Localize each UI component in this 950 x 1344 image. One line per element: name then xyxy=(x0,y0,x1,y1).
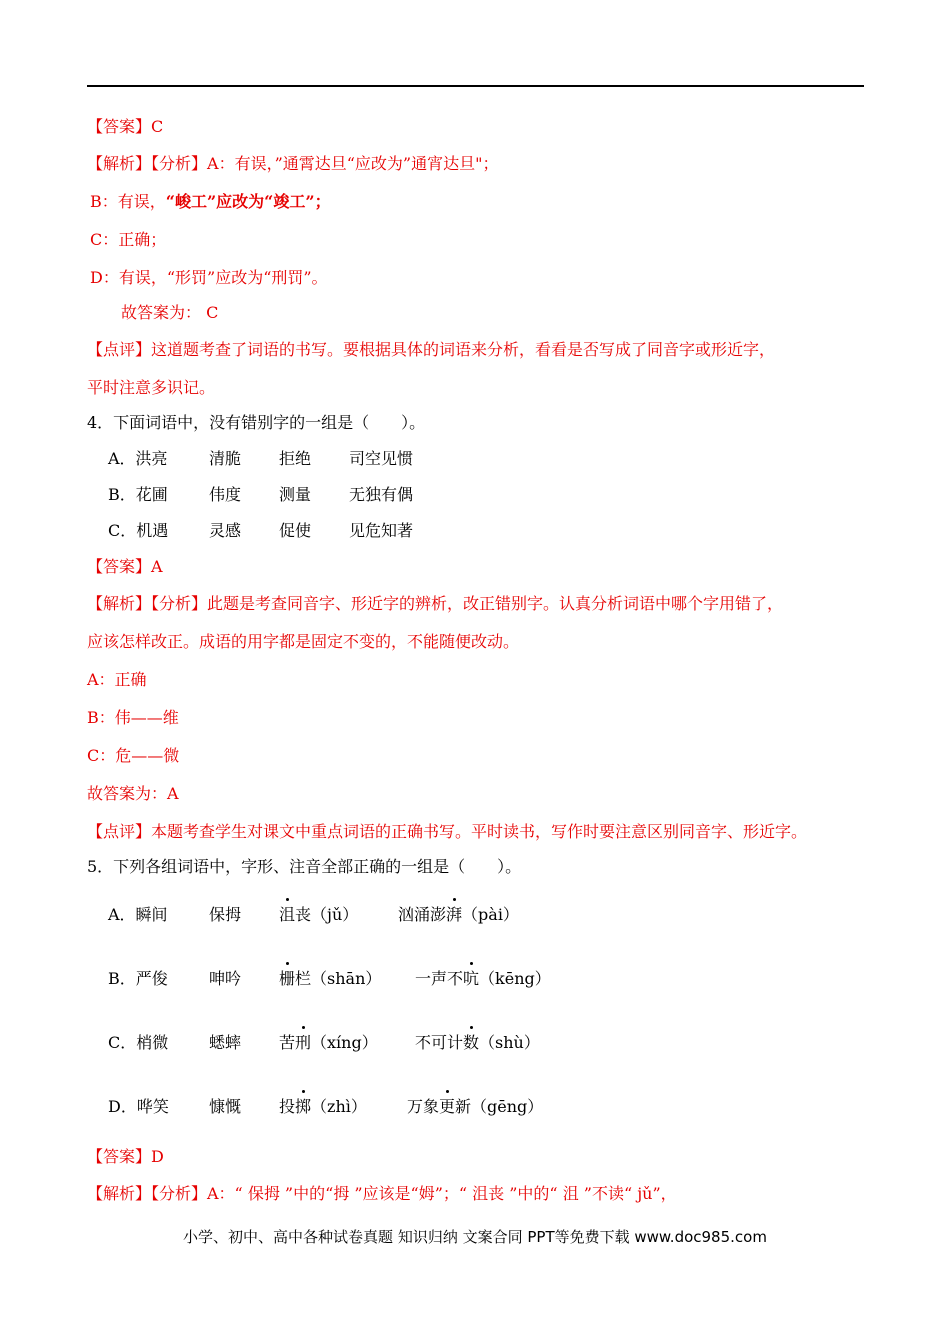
q4-analysis-text1: 此题是考查同音字、形近字的辨析，改正错别字。认真分析词语中哪个字用错了， xyxy=(207,594,784,613)
q4-answer: 【答案】A xyxy=(87,557,163,576)
q4-option-a-word3: 拒绝 xyxy=(279,449,312,468)
q5-option-d-word4 xyxy=(407,1097,543,1117)
page-footer: 小学、初中、高中各种试卷真题 知识归纳 文案合同 PPT等免费下载 www.doc985.com xyxy=(183,1228,767,1246)
q4-analysis-a: A：正确 xyxy=(87,670,147,689)
q4-analysis-line2: 应该怎样改正。成语的用字都是固定不变的，不能随便改动。 xyxy=(87,632,520,651)
emphasis-char: 更 xyxy=(439,1097,456,1116)
analysis-prefix: 【解析】【分析】 xyxy=(87,594,208,613)
word-part: （shù） xyxy=(479,1033,540,1052)
q5-option-d-word3 xyxy=(279,1097,367,1117)
q4-final-answer: 故答案为：A xyxy=(87,784,179,803)
emphasis-char: 吭 xyxy=(463,969,480,988)
q5-option-a-word2: 保拇 xyxy=(209,905,242,924)
emphasis-char: 刑 xyxy=(295,1033,312,1052)
q5-option-d-label: D．哗笑 xyxy=(108,1097,169,1116)
q5-option-b-label: B．严俊 xyxy=(108,969,168,988)
q4-option-a-label: A．洪亮 xyxy=(108,449,168,468)
q3-analysis-a: A：有误，”通霄达旦“应改为”通宵达旦"； xyxy=(207,154,499,173)
q4-option-b-label: B．花圃 xyxy=(108,485,168,504)
analysis-prefix: 【解析】【分析】 xyxy=(87,154,208,173)
q5-option-c-word4 xyxy=(415,1033,540,1053)
q5-option-a-word3 xyxy=(279,905,358,925)
q4-question: 4．下面词语中，没有错别字的一组是（ ）。 xyxy=(87,413,426,432)
q5-answer: 【答案】D xyxy=(87,1147,164,1166)
q5-option-a-word4 xyxy=(398,905,519,925)
q5-option-d-word2: 慷慨 xyxy=(209,1097,242,1116)
q3-analysis-d: D：有误，“形罚”应改为“刑罚”。 xyxy=(90,268,328,287)
q5-option-c-word3 xyxy=(279,1033,378,1053)
q4-option-a-word2: 清脆 xyxy=(209,449,242,468)
emphasis-char: 湃 xyxy=(446,905,463,924)
q3-comment-line2: 平时注意多识记。 xyxy=(87,378,216,397)
q5-analysis: 【解析】【分析】A：“ 保拇 ”中的“拇 ”应该是“姆”；“ 沮丧 ”中的“ 沮 ”不读“ jǔ”， xyxy=(87,1184,677,1203)
q3-analysis xyxy=(87,154,498,174)
word-part: 汹涌澎 xyxy=(398,905,447,924)
q4-analysis-c: C：危——微 xyxy=(87,746,180,765)
q3-analysis-c: C：正确； xyxy=(90,230,167,249)
q5-option-c-label: C．梢微 xyxy=(108,1033,169,1052)
q3-b-prefix: B：有误， xyxy=(90,192,166,211)
word-part: 投 xyxy=(279,1097,296,1116)
word-part: 栏（shān） xyxy=(295,969,382,988)
q4-analysis-line1 xyxy=(87,594,783,614)
emphasis-char: 栅 xyxy=(279,969,296,988)
word-part: 苦 xyxy=(279,1033,296,1052)
q4-analysis-b: B：伟——维 xyxy=(87,708,179,727)
q3-comment-line1: 【点评】这道题考查了词语的书写。要根据具体的词语来分析，看看是否写成了同音字或形近字， xyxy=(87,340,776,359)
emphasis-char: 沮 xyxy=(279,905,296,924)
word-part: 不可计 xyxy=(415,1033,464,1052)
q4-option-c-word2: 灵感 xyxy=(209,521,242,540)
q3-final-answer: 故答案为： C xyxy=(121,303,219,322)
q4-option-c-word4: 见危知著 xyxy=(349,521,414,540)
word-part: 丧（jǔ） xyxy=(295,905,359,924)
q4-option-b-word4: 无独有偶 xyxy=(349,485,414,504)
q3-b-correction: “峻工”应改为“竣工”； xyxy=(165,192,331,211)
q4-option-c-label: C．机遇 xyxy=(108,521,169,540)
emphasis-char: 数 xyxy=(463,1033,480,1052)
q5-option-b-word2: 呻吟 xyxy=(209,969,242,988)
q5-option-a-label: A．瞬间 xyxy=(108,905,168,924)
q4-option-c-word3: 促使 xyxy=(279,521,312,540)
word-part: （xíng） xyxy=(311,1033,378,1052)
word-part: （kēng） xyxy=(479,969,551,988)
q3-answer: 【答案】C xyxy=(87,117,164,136)
q4-option-a-word4: 司空见惯 xyxy=(349,449,414,468)
word-part: 万象 xyxy=(407,1097,440,1116)
q4-option-b-word2: 伟度 xyxy=(209,485,242,504)
header-rule xyxy=(87,85,864,87)
q4-option-b-word3: 测量 xyxy=(279,485,312,504)
q5-question: 5．下列各组词语中，字形、注音全部正确的一组是（ ）。 xyxy=(87,857,522,876)
q5-option-b-word3 xyxy=(279,969,381,989)
q4-comment: 【点评】本题考查学生对课文中重点词语的正确书写。平时读书，写作时要注意区别同音字、形近字。 xyxy=(87,822,808,841)
word-part: （pài） xyxy=(462,905,519,924)
q5-option-c-word2: 蟋蟀 xyxy=(209,1033,242,1052)
word-part: 新（gēng） xyxy=(455,1097,544,1116)
emphasis-char: 掷 xyxy=(295,1097,312,1116)
word-part: 一声不 xyxy=(415,969,464,988)
word-part: （zhì） xyxy=(311,1097,367,1116)
q5-option-b-word4 xyxy=(415,969,551,989)
q3-analysis-b xyxy=(90,192,331,212)
